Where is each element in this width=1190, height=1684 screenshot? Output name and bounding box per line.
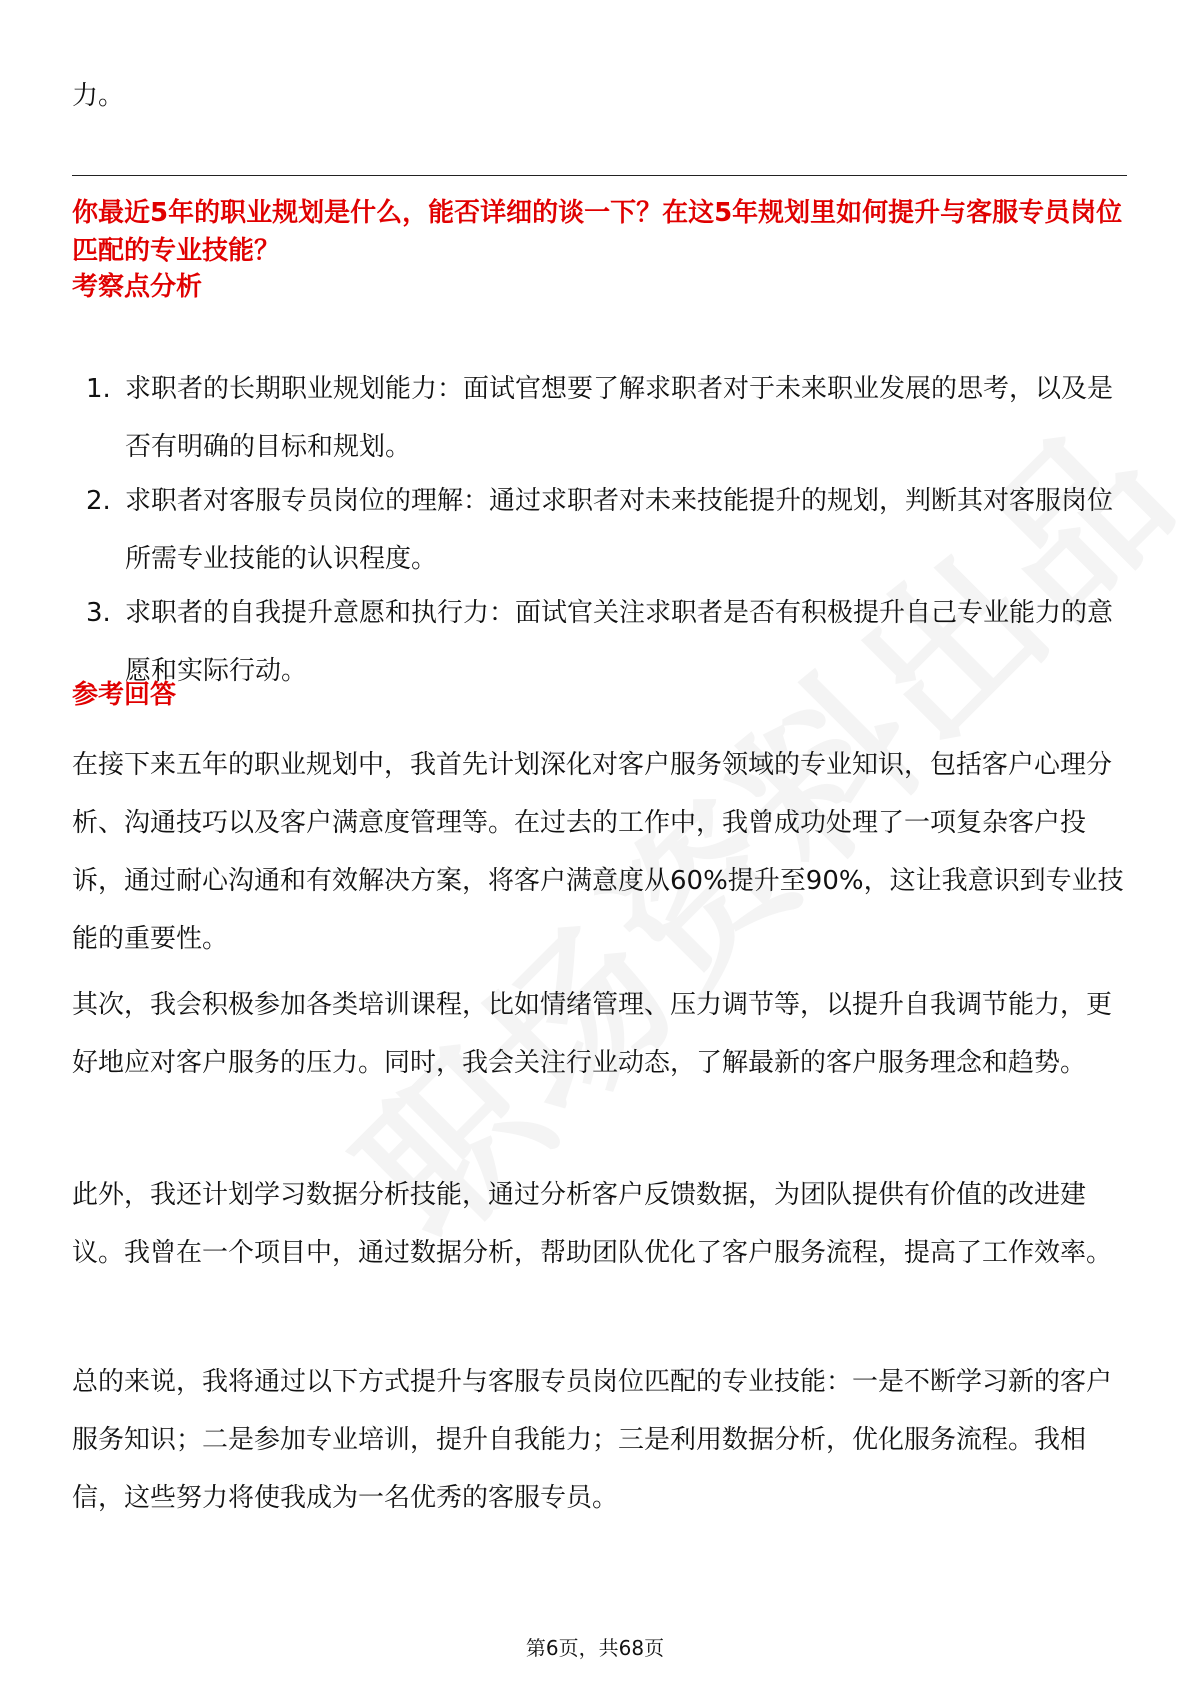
answer-paragraph: 在接下来五年的职业规划中，我首先计划深化对客户服务领域的专业知识，包括客户心理分析、沟通技巧以及客户满意度管理等。在过去的工作中，我曾成功处理了一项复杂客户投诉，通过耐心沟通和有效解决方案，将客户满意度从60%提升至90%，这让我意识到专业技能的重要性。 [72, 750, 1124, 954]
reference-heading: 参考回答 [72, 680, 177, 710]
section-divider [72, 175, 1127, 176]
point-text: 求职者的长期职业规划能力：面试官想要了解求职者对于未来职业发展的思考，以及是否有明确的目标和规划。 [125, 374, 1114, 462]
analysis-heading: 考察点分析 [72, 272, 203, 302]
analysis-point [72, 584, 1127, 700]
carryover-text: 力。 [72, 81, 125, 111]
point-number: 3. [86, 598, 111, 628]
point-number: 2. [86, 486, 111, 516]
point-text: 求职者的自我提升意愿和执行力：面试官关注求职者是否有积极提升自己专业能力的意愿和实际行动。 [125, 598, 1114, 686]
answer-paragraph: 其次，我会积极参加各类培训课程，比如情绪管理、压力调节等，以提升自我调节能力，更好地应对客户服务的压力。同时，我会关注行业动态，了解最新的客户服务理念和趋势。 [72, 990, 1113, 1078]
point-number: 1. [86, 374, 111, 404]
answer-paragraph: 总的来说，我将通过以下方式提升与客服专员岗位匹配的专业技能：一是不断学习新的客户服务知识；二是参加专业培训，提升自我能力；三是利用数据分析，优化服务流程。我相信，这些努力将使我成为一名优秀的客服专员。 [72, 1367, 1113, 1513]
analysis-point [72, 472, 1127, 588]
answer-paragraph: 此外，我还计划学习数据分析技能，通过分析客户反馈数据，为团队提供有价值的改进建议。我曾在一个项目中，通过数据分析，帮助团队优化了客户服务流程，提高了工作效率。 [72, 1180, 1113, 1268]
point-text: 求职者对客服专员岗位的理解：通过求职者对未来技能提升的规划，判断其对客服岗位所需专业技能的认识程度。 [125, 486, 1114, 574]
page-footer: 第6页，共68页 [525, 1636, 665, 1660]
interview-question: 你最近5年的职业规划是什么，能否详细的谈一下？在这5年规划里如何提升与客服专员岗位匹配的专业技能？ [72, 198, 1123, 266]
analysis-points-list [72, 360, 1127, 700]
analysis-point [72, 360, 1127, 476]
